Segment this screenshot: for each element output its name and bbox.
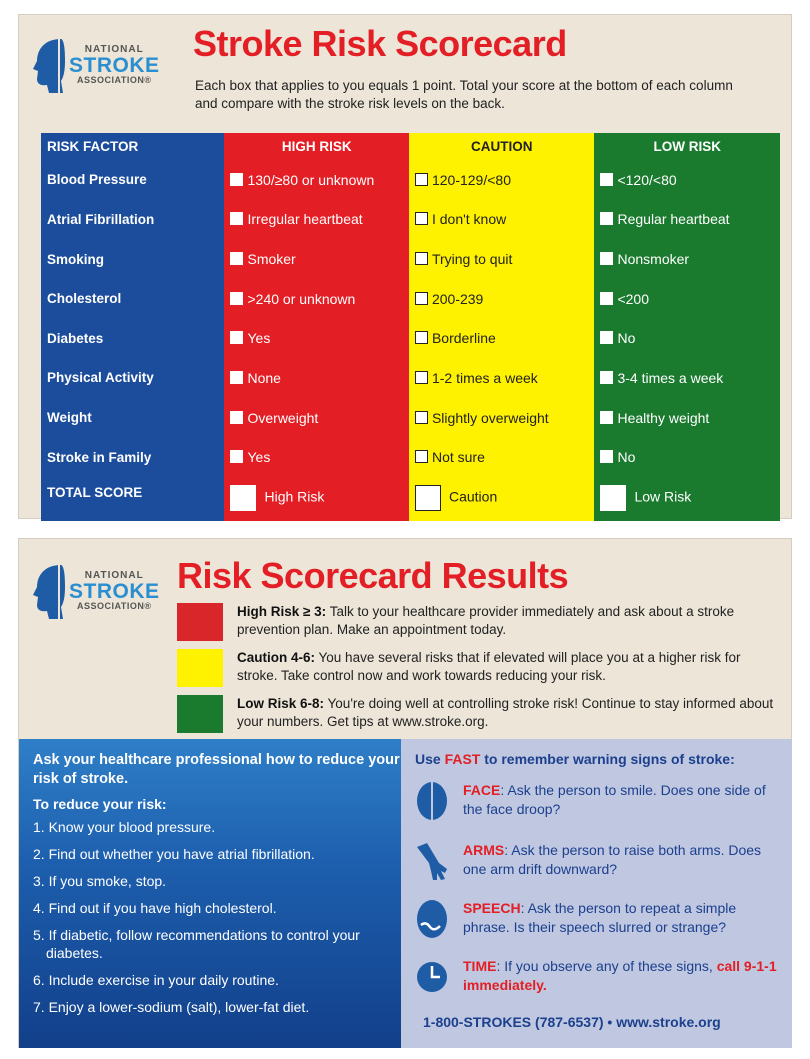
high-option-label: Yes (247, 449, 271, 466)
fast-footer[interactable]: 1-800-STROKES (787-6537) • www.stroke.org (423, 1014, 721, 1030)
low-option-label: Healthy weight (617, 409, 710, 426)
table-row (41, 279, 780, 319)
caution-risk-cell (409, 437, 595, 477)
high-checkbox[interactable] (230, 292, 243, 305)
table-row (41, 200, 780, 240)
scorecard-intro: Each box that applies to you equals 1 point. Total your score at the bottom of each column and compare with the stroke risk levels on the back. (195, 78, 733, 111)
high-checkbox[interactable] (230, 371, 243, 384)
caution-checkbox[interactable] (415, 411, 428, 424)
high-checkbox[interactable] (230, 212, 243, 225)
face-icon (415, 781, 449, 821)
risk-factor-cell: Diabetes (41, 319, 224, 359)
scorecard-title: Stroke Risk Scorecard (193, 23, 567, 64)
caution-option-label: Trying to quit (431, 251, 513, 268)
fast-key: SPEECH (463, 900, 521, 916)
reduce-risk-panel (19, 739, 401, 1048)
caution-checkbox[interactable] (415, 292, 428, 305)
caution-checkbox[interactable] (415, 371, 428, 384)
logo-line-3: ASSOCIATION® (77, 75, 152, 85)
low-checkbox[interactable] (600, 173, 613, 186)
risk-scorecard-results-card (18, 538, 792, 1048)
high-risk-cell (224, 239, 408, 279)
risk-factor-cell: Cholesterol (41, 279, 224, 319)
caution-risk-cell (409, 200, 595, 240)
total-caution-label: Caution (448, 488, 498, 505)
total-high-cell (224, 477, 408, 521)
total-score-row (41, 477, 780, 521)
fast-text: : Ask the person to raise both arms. Does one arm drift downward? (463, 842, 762, 877)
list-item: 6. Include exercise in your daily routine. (33, 972, 279, 988)
table-row (41, 319, 780, 359)
high-checkbox[interactable] (230, 331, 243, 344)
caution-checkbox[interactable] (415, 450, 428, 463)
low-checkbox[interactable] (600, 331, 613, 344)
caution-option-label: 1-2 times a week (431, 369, 538, 386)
low-option-label: No (617, 449, 636, 466)
fast-text: : Ask the person to smile. Does one side of the face droop? (463, 782, 766, 817)
risk-score-table (41, 133, 780, 521)
low-risk-cell (594, 279, 780, 319)
fast-panel (401, 739, 792, 1048)
risk-factor-cell: Atrial Fibrillation (41, 200, 224, 240)
caution-option-label: 200-239 (431, 290, 484, 307)
nsa-logo-2 (31, 561, 160, 621)
low-risk-cell (594, 398, 780, 438)
caution-option-label: I don't know (431, 211, 507, 228)
result-label: Caution 4-6: (237, 650, 316, 665)
reduce-lead: Ask your healthcare professional how to reduce your risk of stroke. (33, 752, 400, 787)
logo-line-2: STROKE (69, 54, 160, 77)
caution-option-label: Not sure (431, 449, 485, 466)
logo-line-2: STROKE (69, 580, 160, 603)
low-option-label: 3-4 times a week (617, 369, 724, 386)
low-risk-cell (594, 358, 780, 398)
table-row (41, 358, 780, 398)
low-checkbox[interactable] (600, 292, 613, 305)
table-header-row (41, 133, 780, 160)
low-checkbox[interactable] (600, 212, 613, 225)
high-option-label: Smoker (247, 251, 296, 268)
clock-icon (415, 957, 449, 997)
table-row (41, 398, 780, 438)
high-checkbox[interactable] (230, 173, 243, 186)
caution-risk-cell (409, 358, 595, 398)
low-checkbox[interactable] (600, 450, 613, 463)
low-checkbox[interactable] (600, 411, 613, 424)
high-checkbox[interactable] (230, 450, 243, 463)
list-item: 1. Know your blood pressure. (33, 819, 216, 835)
total-caution-box[interactable] (415, 485, 441, 511)
nsa-logo (31, 35, 160, 95)
high-risk-cell (224, 160, 408, 200)
low-risk-cell (594, 160, 780, 200)
caution-checkbox[interactable] (415, 212, 428, 225)
total-caution-cell (409, 477, 595, 521)
header-high-risk: HIGH RISK (224, 133, 408, 160)
high-option-label: 130/≥80 or unknown (247, 171, 375, 188)
fast-heading (415, 751, 792, 767)
logo-line-1: NATIONAL (84, 44, 144, 55)
list-item: 3. If you smoke, stop. (33, 873, 167, 889)
low-risk-swatch (177, 695, 223, 733)
high-checkbox[interactable] (230, 252, 243, 265)
high-option-label: Overweight (247, 409, 319, 426)
result-text: You have several risks that if elevated will place you at a higher risk for stroke. Take control now and work towards reducing your risk. (237, 650, 741, 683)
high-risk-cell (224, 437, 408, 477)
total-low-box[interactable] (600, 485, 626, 511)
fast-heading-post: to remember warning signs of stroke: (480, 751, 735, 767)
header-low-risk: LOW RISK (594, 133, 780, 160)
list-item: 4. Find out if you have high cholesterol. (33, 900, 277, 916)
low-risk-cell (594, 200, 780, 240)
fast-key: TIME (463, 958, 497, 974)
low-checkbox[interactable] (600, 371, 613, 384)
fast-item-face (415, 781, 785, 821)
table-row (41, 239, 780, 279)
low-option-label: <120/<80 (617, 171, 677, 188)
list-item: 2. Find out whether you have atrial fibrillation. (33, 846, 315, 862)
fast-item-speech (415, 899, 785, 939)
high-checkbox[interactable] (230, 411, 243, 424)
header-risk-factor: RISK FACTOR (41, 133, 224, 160)
list-item: 7. Enjoy a lower-sodium (salt), lower-fat diet. (33, 999, 310, 1015)
result-high-risk (177, 603, 777, 641)
result-text: You're doing well at controlling stroke risk! Continue to stay informed about your numbers. Get tips at www.stroke.org. (237, 696, 774, 729)
total-low-label: Low Risk (634, 488, 692, 505)
head-silhouette-icon (31, 561, 65, 621)
head-silhouette-icon (31, 35, 65, 95)
reduce-subhead: To reduce your risk: (33, 796, 167, 812)
high-risk-swatch (177, 603, 223, 641)
total-score-label: TOTAL SCORE (41, 477, 224, 521)
logo-line-3: ASSOCIATION® (77, 601, 152, 611)
low-risk-cell (594, 319, 780, 359)
high-option-label: >240 or unknown (247, 290, 356, 307)
caution-risk-cell (409, 319, 595, 359)
total-low-cell (594, 477, 780, 521)
low-risk-cell (594, 239, 780, 279)
high-risk-cell (224, 358, 408, 398)
fast-emph: call 9-1-1 immediately. (463, 958, 777, 993)
fast-text: : If you observe any of these signs, (496, 958, 717, 974)
caution-option-label: 120-129/<80 (431, 171, 511, 188)
risk-factor-cell: Blood Pressure (41, 160, 224, 200)
results-title: Risk Scorecard Results (177, 555, 569, 596)
reduce-list (33, 818, 401, 1016)
total-high-label: High Risk (264, 488, 325, 505)
arm-icon (415, 841, 449, 881)
result-label: High Risk ≥ 3: (237, 604, 327, 619)
low-risk-cell (594, 437, 780, 477)
high-option-label: Yes (247, 330, 271, 347)
low-option-label: Regular heartbeat (617, 211, 730, 228)
fast-text: : Ask the person to repeat a simple phrase. Is their speech slurred or strange? (463, 900, 737, 935)
risk-factor-cell: Stroke in Family (41, 437, 224, 477)
fast-key: FACE (463, 782, 501, 798)
fast-item-arms (415, 841, 785, 881)
list-item: 5. If diabetic, follow recommendations to control your diabetes. (33, 927, 360, 961)
low-option-label: No (617, 330, 636, 347)
header-caution: CAUTION (409, 133, 595, 160)
result-label: Low Risk 6-8: (237, 696, 325, 711)
caution-risk-cell (409, 279, 595, 319)
low-option-label: Nonsmoker (617, 251, 690, 268)
table-row (41, 437, 780, 477)
caution-swatch (177, 649, 223, 687)
speech-icon (415, 899, 449, 939)
result-low-risk (177, 695, 777, 733)
result-caution (177, 649, 777, 687)
fast-heading-pre: Use (415, 751, 445, 767)
result-text: Talk to your healthcare provider immediately and ask about a stroke prevention plan. Make an appointment today. (237, 604, 735, 637)
high-risk-cell (224, 398, 408, 438)
fast-key: ARMS (463, 842, 505, 858)
fast-heading-word: FAST (444, 751, 481, 767)
low-checkbox[interactable] (600, 252, 613, 265)
caution-risk-cell (409, 398, 595, 438)
caution-option-label: Borderline (431, 330, 496, 347)
caution-checkbox[interactable] (415, 252, 428, 265)
risk-factor-cell: Smoking (41, 239, 224, 279)
risk-factor-cell: Physical Activity (41, 358, 224, 398)
high-risk-cell (224, 200, 408, 240)
stroke-risk-scorecard-card (18, 14, 792, 519)
risk-factor-cell: Weight (41, 398, 224, 438)
caution-checkbox[interactable] (415, 331, 428, 344)
table-row (41, 160, 780, 200)
high-option-label: None (247, 369, 281, 386)
low-option-label: <200 (617, 290, 650, 307)
high-risk-cell (224, 319, 408, 359)
fast-item-time (415, 957, 785, 997)
high-option-label: Irregular heartbeat (247, 211, 363, 228)
caution-checkbox[interactable] (415, 173, 428, 186)
caution-option-label: Slightly overweight (431, 409, 549, 426)
caution-risk-cell (409, 160, 595, 200)
total-high-box[interactable] (230, 485, 256, 511)
logo-line-1: NATIONAL (84, 570, 144, 581)
high-risk-cell (224, 279, 408, 319)
caution-risk-cell (409, 239, 595, 279)
